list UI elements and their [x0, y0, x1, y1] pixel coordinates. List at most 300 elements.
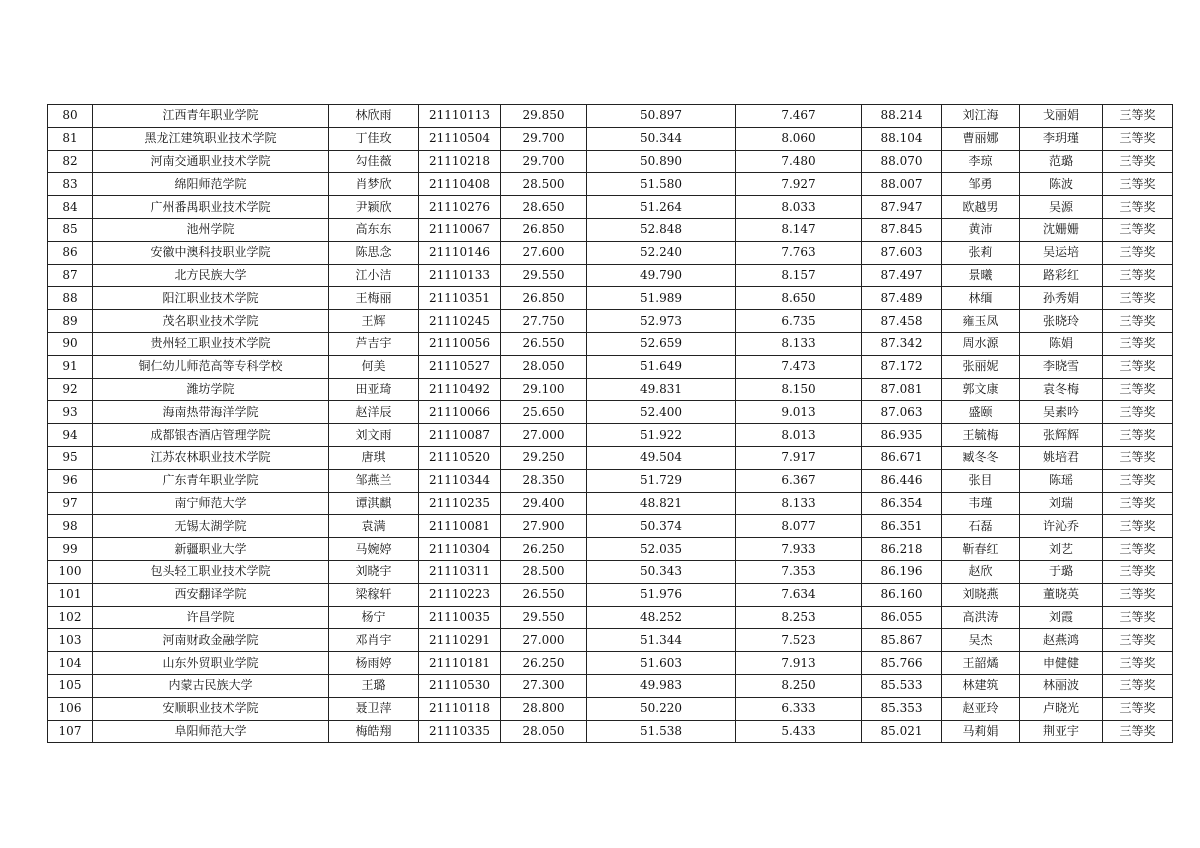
table-row	[48, 492, 1173, 515]
results-table	[47, 104, 1173, 743]
cell-rank: 94	[48, 424, 93, 447]
cell-total: 86.351	[862, 515, 942, 538]
cell-rank: 96	[48, 469, 93, 492]
cell-score-a: 27.000	[501, 629, 587, 652]
cell-id: 21110408	[419, 173, 501, 196]
cell-id: 21110035	[419, 606, 501, 629]
table-row	[48, 287, 1173, 310]
cell-school: 广州番禺职业技术学院	[93, 196, 329, 219]
cell-rank: 103	[48, 629, 93, 652]
cell-advisor-1: 高洪涛	[942, 606, 1020, 629]
cell-student: 何美	[329, 355, 419, 378]
cell-rank: 95	[48, 446, 93, 469]
cell-id: 21110146	[419, 241, 501, 264]
cell-advisor-2: 戈丽娟	[1020, 105, 1103, 128]
cell-total: 88.104	[862, 127, 942, 150]
cell-advisor-1: 吴杰	[942, 629, 1020, 652]
table-row	[48, 606, 1173, 629]
cell-award: 三等奖	[1103, 652, 1173, 675]
cell-student: 马婉婷	[329, 538, 419, 561]
table-row	[48, 538, 1173, 561]
cell-total: 86.935	[862, 424, 942, 447]
table-row	[48, 310, 1173, 333]
cell-score-b: 50.343	[587, 560, 736, 583]
cell-advisor-2: 刘霞	[1020, 606, 1103, 629]
cell-total: 87.342	[862, 332, 942, 355]
cell-rank: 89	[48, 310, 93, 333]
cell-advisor-2: 路彩红	[1020, 264, 1103, 287]
cell-advisor-2: 荆亚宇	[1020, 720, 1103, 743]
cell-advisor-2: 于璐	[1020, 560, 1103, 583]
cell-student: 梅皓翔	[329, 720, 419, 743]
cell-score-b: 52.240	[587, 241, 736, 264]
cell-score-c: 7.933	[736, 538, 862, 561]
cell-school: 黑龙江建筑职业技术学院	[93, 127, 329, 150]
cell-advisor-1: 石磊	[942, 515, 1020, 538]
cell-school: 茂名职业技术学院	[93, 310, 329, 333]
cell-score-c: 6.367	[736, 469, 862, 492]
cell-school: 阜阳师范大学	[93, 720, 329, 743]
cell-school: 内蒙古民族大学	[93, 674, 329, 697]
cell-award: 三等奖	[1103, 515, 1173, 538]
cell-school: 许昌学院	[93, 606, 329, 629]
cell-score-b: 50.344	[587, 127, 736, 150]
table-row	[48, 652, 1173, 675]
table-row	[48, 127, 1173, 150]
cell-score-b: 52.035	[587, 538, 736, 561]
cell-award: 三等奖	[1103, 560, 1173, 583]
cell-score-b: 49.790	[587, 264, 736, 287]
cell-rank: 83	[48, 173, 93, 196]
table-row	[48, 674, 1173, 697]
cell-advisor-2: 刘艺	[1020, 538, 1103, 561]
table-row	[48, 241, 1173, 264]
cell-advisor-1: 王毓梅	[942, 424, 1020, 447]
cell-id: 21110311	[419, 560, 501, 583]
cell-total: 88.214	[862, 105, 942, 128]
cell-id: 21110304	[419, 538, 501, 561]
cell-student: 高东东	[329, 218, 419, 241]
table-row	[48, 720, 1173, 743]
cell-student: 唐琪	[329, 446, 419, 469]
cell-rank: 92	[48, 378, 93, 401]
cell-school: 包头轻工职业技术学院	[93, 560, 329, 583]
cell-score-b: 51.344	[587, 629, 736, 652]
cell-id: 21110081	[419, 515, 501, 538]
cell-score-a: 25.650	[501, 401, 587, 424]
cell-award: 三等奖	[1103, 629, 1173, 652]
cell-advisor-2: 刘瑞	[1020, 492, 1103, 515]
table-row	[48, 697, 1173, 720]
cell-advisor-1: 马莉娟	[942, 720, 1020, 743]
cell-student: 赵洋辰	[329, 401, 419, 424]
cell-advisor-1: 刘晓燕	[942, 583, 1020, 606]
table-row	[48, 332, 1173, 355]
cell-id: 21110067	[419, 218, 501, 241]
cell-advisor-2: 陈瑶	[1020, 469, 1103, 492]
cell-score-a: 29.400	[501, 492, 587, 515]
table-row	[48, 515, 1173, 538]
cell-award: 三等奖	[1103, 127, 1173, 150]
cell-advisor-1: 臧冬冬	[942, 446, 1020, 469]
cell-total: 85.766	[862, 652, 942, 675]
cell-award: 三等奖	[1103, 674, 1173, 697]
cell-advisor-2: 袁冬梅	[1020, 378, 1103, 401]
cell-score-b: 48.821	[587, 492, 736, 515]
cell-id: 21110520	[419, 446, 501, 469]
cell-score-b: 51.603	[587, 652, 736, 675]
cell-score-a: 27.750	[501, 310, 587, 333]
cell-student: 田亚琦	[329, 378, 419, 401]
cell-school: 江苏农林职业技术学院	[93, 446, 329, 469]
cell-score-c: 7.523	[736, 629, 862, 652]
cell-score-b: 49.983	[587, 674, 736, 697]
cell-award: 三等奖	[1103, 105, 1173, 128]
cell-id: 21110276	[419, 196, 501, 219]
cell-school: 北方民族大学	[93, 264, 329, 287]
cell-total: 85.353	[862, 697, 942, 720]
cell-score-b: 49.504	[587, 446, 736, 469]
cell-score-b: 52.400	[587, 401, 736, 424]
cell-student: 林欣雨	[329, 105, 419, 128]
cell-score-b: 51.264	[587, 196, 736, 219]
cell-advisor-2: 陈娟	[1020, 332, 1103, 355]
cell-award: 三等奖	[1103, 196, 1173, 219]
cell-score-b: 51.989	[587, 287, 736, 310]
table-row	[48, 105, 1173, 128]
cell-total: 86.218	[862, 538, 942, 561]
cell-school: 河南交通职业技术学院	[93, 150, 329, 173]
cell-score-b: 50.897	[587, 105, 736, 128]
cell-award: 三等奖	[1103, 218, 1173, 241]
cell-advisor-1: 曹丽娜	[942, 127, 1020, 150]
cell-school: 山东外贸职业学院	[93, 652, 329, 675]
cell-rank: 82	[48, 150, 93, 173]
cell-school: 安顺职业技术学院	[93, 697, 329, 720]
cell-score-a: 26.250	[501, 652, 587, 675]
cell-advisor-1: 景曦	[942, 264, 1020, 287]
cell-id: 21110066	[419, 401, 501, 424]
cell-rank: 97	[48, 492, 93, 515]
cell-total: 87.845	[862, 218, 942, 241]
cell-score-c: 6.333	[736, 697, 862, 720]
cell-student: 陈思念	[329, 241, 419, 264]
cell-rank: 100	[48, 560, 93, 583]
cell-student: 江小洁	[329, 264, 419, 287]
cell-id: 21110245	[419, 310, 501, 333]
table-row	[48, 150, 1173, 173]
cell-advisor-2: 卢晓光	[1020, 697, 1103, 720]
cell-score-c: 8.033	[736, 196, 862, 219]
cell-score-b: 52.659	[587, 332, 736, 355]
cell-rank: 99	[48, 538, 93, 561]
cell-award: 三等奖	[1103, 424, 1173, 447]
cell-score-c: 8.060	[736, 127, 862, 150]
cell-rank: 86	[48, 241, 93, 264]
cell-award: 三等奖	[1103, 332, 1173, 355]
cell-student: 邓肖宇	[329, 629, 419, 652]
cell-total: 85.533	[862, 674, 942, 697]
cell-advisor-1: 欧越男	[942, 196, 1020, 219]
cell-total: 87.603	[862, 241, 942, 264]
cell-advisor-1: 刘江海	[942, 105, 1020, 128]
cell-id: 21110530	[419, 674, 501, 697]
cell-award: 三等奖	[1103, 310, 1173, 333]
cell-advisor-2: 董晓英	[1020, 583, 1103, 606]
table-row	[48, 446, 1173, 469]
cell-advisor-1: 黄沛	[942, 218, 1020, 241]
cell-advisor-2: 沈姗姗	[1020, 218, 1103, 241]
cell-id: 21110113	[419, 105, 501, 128]
cell-id: 21110118	[419, 697, 501, 720]
cell-student: 尹颖欣	[329, 196, 419, 219]
cell-score-a: 26.850	[501, 218, 587, 241]
cell-advisor-1: 张目	[942, 469, 1020, 492]
cell-score-b: 49.831	[587, 378, 736, 401]
cell-score-c: 8.253	[736, 606, 862, 629]
cell-score-b: 51.976	[587, 583, 736, 606]
cell-student: 王辉	[329, 310, 419, 333]
cell-score-a: 26.550	[501, 332, 587, 355]
cell-score-c: 8.157	[736, 264, 862, 287]
cell-total: 86.160	[862, 583, 942, 606]
cell-rank: 102	[48, 606, 93, 629]
cell-advisor-2: 李晓雪	[1020, 355, 1103, 378]
cell-award: 三等奖	[1103, 264, 1173, 287]
cell-student: 王璐	[329, 674, 419, 697]
table-row	[48, 173, 1173, 196]
cell-rank: 101	[48, 583, 93, 606]
cell-score-c: 9.013	[736, 401, 862, 424]
cell-advisor-2: 赵燕鸿	[1020, 629, 1103, 652]
cell-rank: 104	[48, 652, 93, 675]
cell-score-c: 8.147	[736, 218, 862, 241]
cell-score-c: 7.927	[736, 173, 862, 196]
cell-advisor-1: 邹勇	[942, 173, 1020, 196]
cell-student: 丁佳玫	[329, 127, 419, 150]
cell-advisor-1: 林建筑	[942, 674, 1020, 697]
cell-advisor-2: 申健健	[1020, 652, 1103, 675]
cell-advisor-2: 姚培君	[1020, 446, 1103, 469]
cell-award: 三等奖	[1103, 173, 1173, 196]
cell-rank: 105	[48, 674, 93, 697]
cell-advisor-2: 李玥瑾	[1020, 127, 1103, 150]
cell-award: 三等奖	[1103, 446, 1173, 469]
cell-total: 85.021	[862, 720, 942, 743]
cell-rank: 106	[48, 697, 93, 720]
cell-award: 三等奖	[1103, 492, 1173, 515]
cell-total: 87.497	[862, 264, 942, 287]
cell-school: 贵州轻工职业技术学院	[93, 332, 329, 355]
cell-student: 聂卫萍	[329, 697, 419, 720]
cell-score-a: 27.900	[501, 515, 587, 538]
cell-school: 铜仁幼儿师范高等专科学校	[93, 355, 329, 378]
cell-rank: 93	[48, 401, 93, 424]
cell-total: 87.489	[862, 287, 942, 310]
cell-advisor-2: 林丽波	[1020, 674, 1103, 697]
cell-advisor-2: 许沁乔	[1020, 515, 1103, 538]
cell-advisor-1: 张丽妮	[942, 355, 1020, 378]
cell-rank: 87	[48, 264, 93, 287]
cell-score-b: 48.252	[587, 606, 736, 629]
table-row	[48, 424, 1173, 447]
cell-id: 21110056	[419, 332, 501, 355]
cell-score-a: 28.050	[501, 720, 587, 743]
cell-student: 王梅丽	[329, 287, 419, 310]
cell-score-c: 6.735	[736, 310, 862, 333]
cell-score-a: 29.250	[501, 446, 587, 469]
cell-award: 三等奖	[1103, 583, 1173, 606]
cell-student: 袁满	[329, 515, 419, 538]
cell-score-b: 52.848	[587, 218, 736, 241]
cell-total: 86.354	[862, 492, 942, 515]
cell-advisor-1: 雍玉凤	[942, 310, 1020, 333]
cell-id: 21110527	[419, 355, 501, 378]
cell-score-a: 29.850	[501, 105, 587, 128]
cell-award: 三等奖	[1103, 150, 1173, 173]
cell-score-c: 7.634	[736, 583, 862, 606]
cell-rank: 107	[48, 720, 93, 743]
cell-score-a: 29.550	[501, 606, 587, 629]
cell-score-a: 28.500	[501, 173, 587, 196]
cell-score-a: 29.100	[501, 378, 587, 401]
cell-score-c: 8.077	[736, 515, 862, 538]
cell-school: 安徽中澳科技职业学院	[93, 241, 329, 264]
cell-score-c: 8.250	[736, 674, 862, 697]
table-row	[48, 196, 1173, 219]
table-row	[48, 560, 1173, 583]
cell-rank: 88	[48, 287, 93, 310]
cell-total: 86.671	[862, 446, 942, 469]
cell-advisor-1: 盛颐	[942, 401, 1020, 424]
cell-id: 21110181	[419, 652, 501, 675]
cell-student: 勾佳薇	[329, 150, 419, 173]
cell-award: 三等奖	[1103, 606, 1173, 629]
cell-advisor-1: 靳春红	[942, 538, 1020, 561]
cell-score-b: 51.649	[587, 355, 736, 378]
cell-advisor-2: 吴素吟	[1020, 401, 1103, 424]
cell-score-c: 7.913	[736, 652, 862, 675]
table-row	[48, 218, 1173, 241]
cell-school: 广东青年职业学院	[93, 469, 329, 492]
cell-score-c: 7.763	[736, 241, 862, 264]
cell-student: 梁稼轩	[329, 583, 419, 606]
cell-score-a: 28.050	[501, 355, 587, 378]
cell-rank: 91	[48, 355, 93, 378]
cell-award: 三等奖	[1103, 241, 1173, 264]
cell-score-a: 29.700	[501, 150, 587, 173]
cell-advisor-1: 李琼	[942, 150, 1020, 173]
cell-advisor-1: 赵欣	[942, 560, 1020, 583]
cell-student: 芦吉宇	[329, 332, 419, 355]
cell-student: 谭淇麒	[329, 492, 419, 515]
cell-school: 阳江职业技术学院	[93, 287, 329, 310]
cell-advisor-2: 陈波	[1020, 173, 1103, 196]
cell-score-c: 7.467	[736, 105, 862, 128]
cell-score-b: 51.922	[587, 424, 736, 447]
cell-score-a: 28.500	[501, 560, 587, 583]
cell-score-b: 50.374	[587, 515, 736, 538]
cell-school: 河南财政金融学院	[93, 629, 329, 652]
cell-score-a: 26.250	[501, 538, 587, 561]
cell-rank: 84	[48, 196, 93, 219]
cell-score-c: 7.473	[736, 355, 862, 378]
cell-total: 85.867	[862, 629, 942, 652]
cell-school: 成都银杏酒店管理学院	[93, 424, 329, 447]
cell-id: 21110492	[419, 378, 501, 401]
cell-award: 三等奖	[1103, 697, 1173, 720]
cell-score-a: 29.700	[501, 127, 587, 150]
table-row	[48, 264, 1173, 287]
cell-score-c: 7.917	[736, 446, 862, 469]
cell-school: 绵阳师范学院	[93, 173, 329, 196]
cell-rank: 85	[48, 218, 93, 241]
cell-advisor-2: 范璐	[1020, 150, 1103, 173]
cell-rank: 80	[48, 105, 93, 128]
cell-advisor-2: 张辉辉	[1020, 424, 1103, 447]
cell-score-b: 51.729	[587, 469, 736, 492]
cell-total: 86.446	[862, 469, 942, 492]
table-row	[48, 355, 1173, 378]
cell-advisor-1: 张莉	[942, 241, 1020, 264]
cell-advisor-1: 王韶燏	[942, 652, 1020, 675]
cell-school: 池州学院	[93, 218, 329, 241]
cell-total: 87.172	[862, 355, 942, 378]
table-row	[48, 629, 1173, 652]
cell-total: 87.063	[862, 401, 942, 424]
cell-rank: 98	[48, 515, 93, 538]
cell-advisor-2: 吴源	[1020, 196, 1103, 219]
cell-score-b: 50.890	[587, 150, 736, 173]
cell-total: 87.458	[862, 310, 942, 333]
cell-student: 肖梦欣	[329, 173, 419, 196]
cell-score-b: 52.973	[587, 310, 736, 333]
table-body	[48, 105, 1173, 743]
cell-id: 21110133	[419, 264, 501, 287]
cell-id: 21110223	[419, 583, 501, 606]
cell-id: 21110335	[419, 720, 501, 743]
cell-advisor-2: 孙秀娟	[1020, 287, 1103, 310]
cell-score-a: 27.000	[501, 424, 587, 447]
cell-total: 88.007	[862, 173, 942, 196]
cell-score-a: 28.650	[501, 196, 587, 219]
cell-school: 西安翻译学院	[93, 583, 329, 606]
cell-student: 杨宁	[329, 606, 419, 629]
cell-award: 三等奖	[1103, 469, 1173, 492]
cell-score-c: 5.433	[736, 720, 862, 743]
cell-score-c: 7.353	[736, 560, 862, 583]
cell-score-c: 8.650	[736, 287, 862, 310]
cell-school: 新疆职业大学	[93, 538, 329, 561]
cell-score-a: 27.600	[501, 241, 587, 264]
cell-score-a: 26.850	[501, 287, 587, 310]
cell-score-c: 8.013	[736, 424, 862, 447]
table-row	[48, 469, 1173, 492]
cell-advisor-2: 吴运培	[1020, 241, 1103, 264]
cell-student: 刘文雨	[329, 424, 419, 447]
table-row	[48, 378, 1173, 401]
cell-student: 邹燕兰	[329, 469, 419, 492]
cell-award: 三等奖	[1103, 378, 1173, 401]
cell-school: 江西青年职业学院	[93, 105, 329, 128]
cell-id: 21110087	[419, 424, 501, 447]
cell-score-a: 26.550	[501, 583, 587, 606]
cell-score-c: 7.480	[736, 150, 862, 173]
cell-score-b: 51.538	[587, 720, 736, 743]
cell-id: 21110291	[419, 629, 501, 652]
cell-school: 南宁师范大学	[93, 492, 329, 515]
cell-score-b: 50.220	[587, 697, 736, 720]
